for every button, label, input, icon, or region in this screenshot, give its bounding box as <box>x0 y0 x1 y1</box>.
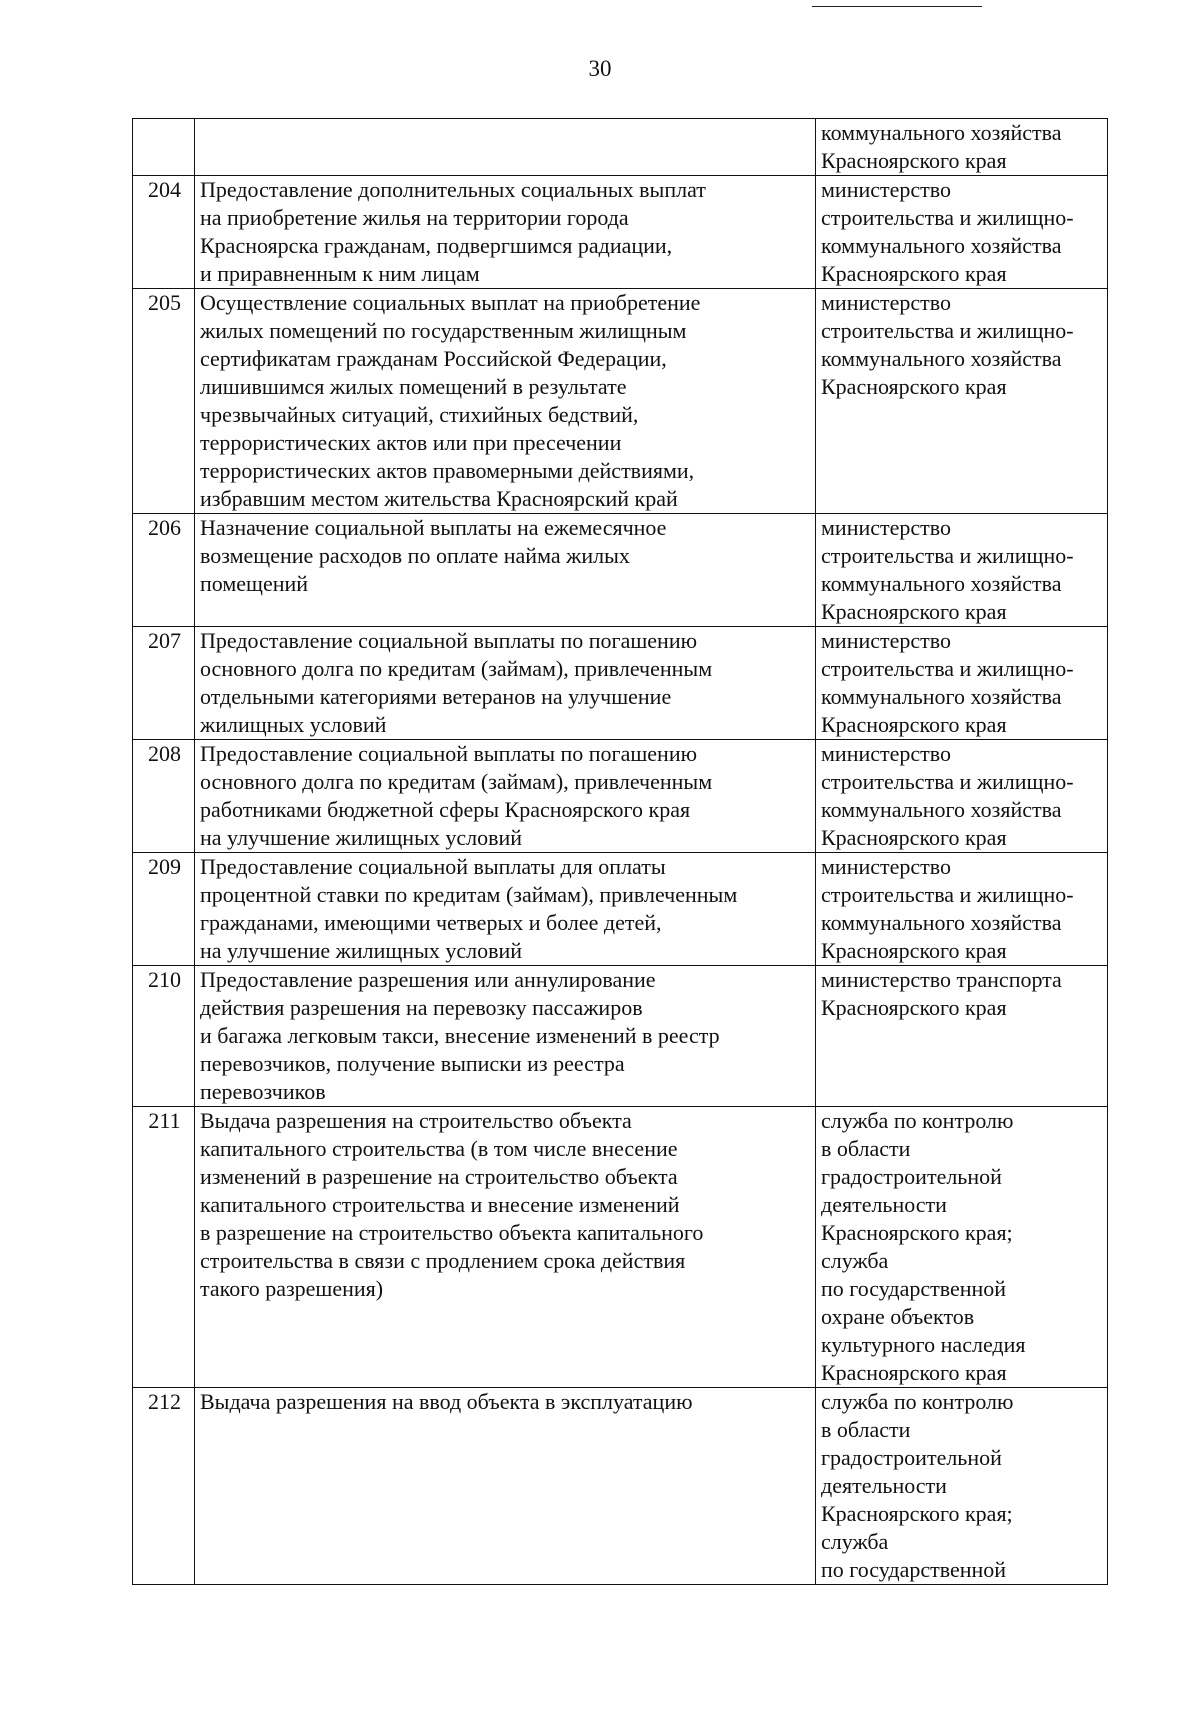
services-table <box>132 118 1108 1585</box>
authority-line: Красноярского края; <box>821 1501 1013 1526</box>
service-name-line: сертификатам гражданам Российской Федерации, <box>200 346 667 371</box>
service-name-line: на улучшение жилищных условий <box>200 825 523 850</box>
authority-line: градостроительной <box>821 1164 1002 1189</box>
row-number: 206 <box>133 514 195 627</box>
authority-line: министерство <box>821 177 952 202</box>
page-number: 30 <box>588 56 612 81</box>
authority-line: служба <box>821 1248 889 1273</box>
table-row <box>133 289 1108 514</box>
authority-line: строительства и жилищно- <box>821 318 1074 343</box>
service-name-line: Выдача разрешения на ввод объекта в эксплуатацию <box>200 1389 693 1414</box>
authority-cell <box>816 176 1108 289</box>
authority-line: Красноярского края <box>821 599 1007 624</box>
service-name-line: и багажа легковым такси, внесение изменений в реестр <box>200 1023 720 1048</box>
service-name-cell <box>195 1107 816 1388</box>
authority-line: Красноярского края <box>821 825 1007 850</box>
service-name-line: террористических актов правомерными действиями, <box>200 458 695 483</box>
authority-cell <box>816 1107 1108 1388</box>
service-name-line: на приобретение жилья на территории города <box>200 205 629 230</box>
table-row <box>133 966 1108 1107</box>
service-name-line: процентной ставки по кредитам (займам), привлеченным <box>200 882 738 907</box>
service-name-cell <box>195 289 816 514</box>
service-name-cell <box>195 1388 816 1585</box>
service-name-line: лишившимся жилых помещений в результате <box>200 374 627 399</box>
service-name-line: жилищных условий <box>200 712 387 737</box>
top-rule <box>812 6 982 7</box>
table-row <box>133 176 1108 289</box>
row-number: 207 <box>133 627 195 740</box>
service-name-line: изменений в разрешение на строительство объекта <box>200 1164 678 1189</box>
authority-line: строительства и жилищно- <box>821 656 1074 681</box>
service-name-line: перевозчиков <box>200 1079 326 1104</box>
service-name-line: Выдача разрешения на строительство объекта <box>200 1108 632 1133</box>
table-row <box>133 853 1108 966</box>
authority-line: строительства и жилищно- <box>821 205 1074 230</box>
service-name-line: и приравненным к ним лицам <box>200 261 480 286</box>
authority-line: коммунального хозяйства <box>821 233 1062 258</box>
authority-line: коммунального хозяйства <box>821 571 1062 596</box>
service-name-line: возмещение расходов по оплате найма жилых <box>200 543 630 568</box>
authority-line: в области <box>821 1136 911 1161</box>
service-name-line: действия разрешения на перевозку пассажиров <box>200 995 643 1020</box>
row-number: 205 <box>133 289 195 514</box>
table-row <box>133 740 1108 853</box>
service-name-line: такого разрешения) <box>200 1276 384 1301</box>
authority-line: Красноярского края; <box>821 1220 1013 1245</box>
authority-line: строительства и жилищно- <box>821 882 1074 907</box>
authority-line: Красноярского края <box>821 374 1007 399</box>
authority-line: министерство <box>821 628 952 653</box>
service-name-line: гражданами, имеющими четверых и более детей, <box>200 910 662 935</box>
authority-line: служба по контролю <box>821 1108 1014 1133</box>
authority-line: в области <box>821 1417 911 1442</box>
table-row <box>133 1388 1108 1585</box>
service-name-line: отдельными категориями ветеранов на улучшение <box>200 684 672 709</box>
authority-line: Красноярского края <box>821 995 1007 1020</box>
authority-line: коммунального хозяйства <box>821 120 1062 145</box>
service-name-cell <box>195 966 816 1107</box>
service-name-line: террористических актов или при пресечении <box>200 430 622 455</box>
service-name-line: Назначение социальной выплаты на ежемесячное <box>200 515 667 540</box>
service-name-line: чрезвычайных ситуаций, стихийных бедствий, <box>200 402 639 427</box>
service-name-cell <box>195 627 816 740</box>
authority-line: Красноярского края <box>821 938 1007 963</box>
service-name-line: основного долга по кредитам (займам), привлеченным <box>200 656 713 681</box>
service-name-line: капитального строительства (в том числе внесение <box>200 1136 678 1161</box>
authority-line: по государственной <box>821 1557 1007 1582</box>
authority-line: строительства и жилищно- <box>821 543 1074 568</box>
authority-line: коммунального хозяйства <box>821 910 1062 935</box>
service-name-line: Красноярска гражданам, подвергшимся радиации, <box>200 233 673 258</box>
service-name-line: Предоставление социальной выплаты для оплаты <box>200 854 666 879</box>
row-number: 211 <box>133 1107 195 1388</box>
authority-line: строительства и жилищно- <box>821 769 1074 794</box>
service-name-cell <box>195 853 816 966</box>
row-number: 210 <box>133 966 195 1107</box>
service-name-cell <box>195 740 816 853</box>
authority-line: Красноярского края <box>821 1360 1007 1385</box>
authority-cell <box>816 119 1108 176</box>
authority-cell <box>816 627 1108 740</box>
service-name-line: Предоставление социальной выплаты по погашению <box>200 741 698 766</box>
service-name-line: Предоставление разрешения или аннулирование <box>200 967 656 992</box>
service-name-cell <box>195 176 816 289</box>
authority-line: деятельности <box>821 1192 947 1217</box>
table-row <box>133 1107 1108 1388</box>
authority-cell <box>816 289 1108 514</box>
authority-line: служба <box>821 1529 889 1554</box>
row-number <box>133 119 195 176</box>
row-number: 212 <box>133 1388 195 1585</box>
authority-line: Красноярского края <box>821 261 1007 286</box>
authority-line: Красноярского края <box>821 712 1007 737</box>
table-row <box>133 119 1108 176</box>
table-row <box>133 514 1108 627</box>
table-body <box>133 119 1108 1585</box>
service-name-line: на улучшение жилищных условий <box>200 938 523 963</box>
service-name-line: Предоставление дополнительных социальных выплат <box>200 177 706 202</box>
service-name-line: перевозчиков, получение выписки из реестра <box>200 1051 625 1076</box>
authority-cell <box>816 514 1108 627</box>
authority-line: служба по контролю <box>821 1389 1014 1414</box>
service-name-line: жилых помещений по государственным жилищным <box>200 318 687 343</box>
service-name-line: основного долга по кредитам (займам), привлеченным <box>200 769 713 794</box>
service-name-line: капитального строительства и внесение изменений <box>200 1192 680 1217</box>
authority-line: коммунального хозяйства <box>821 797 1062 822</box>
service-name-line: избравшим местом жительства Красноярский край <box>200 486 678 511</box>
service-name-line: работниками бюджетной сферы Красноярского края <box>200 797 691 822</box>
service-name-cell <box>195 119 816 176</box>
authority-line: коммунального хозяйства <box>821 346 1062 371</box>
row-number: 208 <box>133 740 195 853</box>
authority-cell <box>816 740 1108 853</box>
authority-line: культурного наследия <box>821 1332 1026 1357</box>
authority-line: градостроительной <box>821 1445 1002 1470</box>
authority-line: коммунального хозяйства <box>821 684 1062 709</box>
authority-line: по государственной <box>821 1276 1007 1301</box>
service-name-line: Предоставление социальной выплаты по погашению <box>200 628 698 653</box>
service-name-line: помещений <box>200 571 309 596</box>
authority-cell <box>816 1388 1108 1585</box>
authority-line: министерство <box>821 290 952 315</box>
authority-line: министерство <box>821 515 952 540</box>
authority-line: охране объектов <box>821 1304 975 1329</box>
authority-line: министерство <box>821 741 952 766</box>
authority-line: министерство транспорта <box>821 967 1062 992</box>
service-name-line: Осуществление социальных выплат на приобретение <box>200 290 701 315</box>
authority-line: Красноярского края <box>821 148 1007 173</box>
service-name-line: в разрешение на строительство объекта капитального <box>200 1220 704 1245</box>
service-name-cell <box>195 514 816 627</box>
row-number: 209 <box>133 853 195 966</box>
authority-cell <box>816 966 1108 1107</box>
authority-line: деятельности <box>821 1473 947 1498</box>
row-number: 204 <box>133 176 195 289</box>
authority-cell <box>816 853 1108 966</box>
service-name-line: строительства в связи с продлением срока действия <box>200 1248 686 1273</box>
authority-line: министерство <box>821 854 952 879</box>
table-row <box>133 627 1108 740</box>
